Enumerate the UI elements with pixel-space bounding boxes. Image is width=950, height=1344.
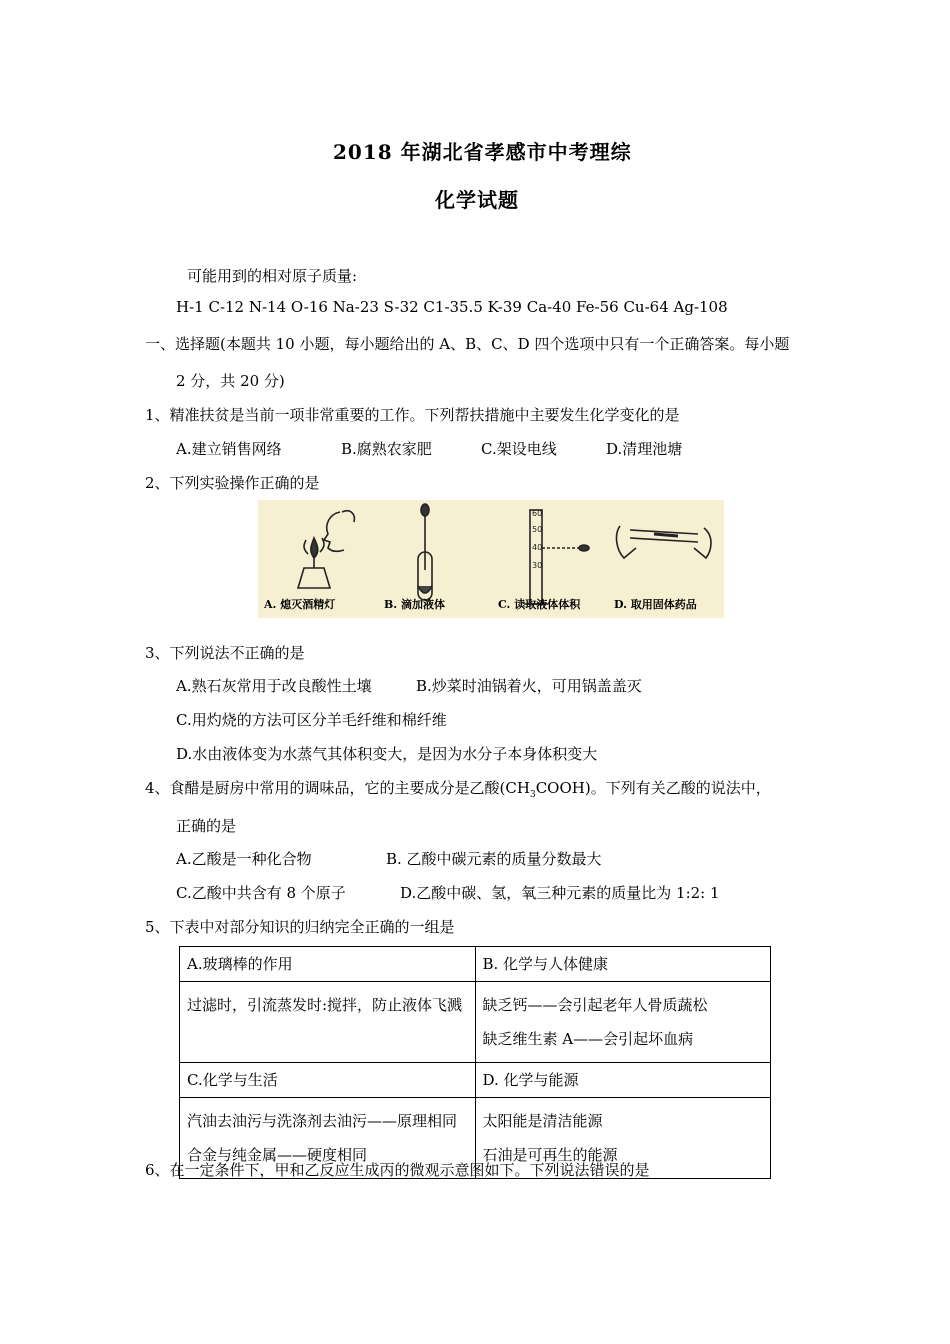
cell-c-line-2: 合金与纯金属——硬度相同 (187, 1146, 368, 1164)
question-1-option-d: D.清理池塘 (606, 440, 683, 458)
question-4-option-d: D.乙酸中碳、氢，氧三种元素的质量比为 1:2: 1 (400, 884, 720, 902)
cell-c-head: C.化学与生活 (180, 1063, 476, 1098)
cell-b-head: B. 化学与人体健康 (475, 947, 771, 982)
cell-d-line-2: 石油是可再生的能源 (482, 1146, 618, 1164)
cell-a-body (180, 982, 476, 1063)
cylinder-tick-60: 60 (532, 509, 543, 518)
section-heading-cont: 2 分，共 20 分) (176, 372, 285, 390)
question-3-stem: 3、下列说法不正确的是 (145, 644, 305, 662)
cell-d-line-1: 太阳能是清洁能源 (482, 1112, 603, 1130)
question-1-option-a: A.建立销售网络 (176, 440, 282, 458)
cylinder-tick-30: 30 (532, 561, 543, 570)
knowledge-table (179, 946, 771, 1179)
cell-d-head: D. 化学与能源 (475, 1063, 771, 1098)
question-1-stem: 1、精准扶贫是当前一项非常重要的工作。下列帮扶措施中主要发生化学变化的是 (145, 406, 680, 424)
question-4-stem (145, 777, 771, 800)
figure-caption-b: B. 滴加液体 (384, 598, 445, 611)
question-4-stem-pre: 4、食醋是厨房中常用的调味品，它的主要成分是乙酸(CH (145, 779, 530, 797)
question-4-stem-sub: 3 (529, 790, 536, 800)
page-title: 2018 年湖北省孝感市中考理综 (333, 140, 632, 164)
question-4-option-b: B. 乙酸中碳元素的质量分数最大 (386, 850, 602, 868)
page-subtitle: 化学试题 (435, 188, 519, 212)
cell-b-line-1: 缺乏钙——会引起老年人骨质蔬松 (482, 996, 708, 1014)
question-3-option-c: C.用灼烧的方法可区分羊毛纤维和棉纤维 (176, 711, 447, 729)
figure-caption-a: A. 熄灭酒精灯 (264, 598, 336, 611)
question-1-option-c: C.架设电线 (481, 440, 557, 458)
question-3-option-b: B.炒菜时油锅着火，可用锅盖盖灭 (416, 677, 642, 695)
cylinder-tick-40: 40 (532, 543, 543, 552)
question-1-option-b: B.腐熟农家肥 (341, 440, 432, 458)
atomic-mass-intro: 可能用到的相对原子质量: (187, 267, 358, 285)
cell-a-head: A.玻璃棒的作用 (180, 947, 476, 982)
cylinder-tick-50: 50 (532, 525, 543, 534)
question-3-option-d: D.水由液体变为水蒸气其体积变大，是因为水分子本身体积变大 (176, 745, 598, 763)
question-5-stem: 5、下表中对部分知识的归纳完全正确的一组是 (145, 918, 455, 936)
question-3-option-a: A.熟石灰常用于改良酸性土壤 (176, 677, 372, 695)
cell-a-line-1: 过滤时，引流蒸发时:搅拌，防止液体飞溅 (187, 996, 463, 1014)
question-4-stem-post: COOH)。下列有关乙酸的说法中， (535, 779, 771, 797)
section-heading: 一、选择题(本题共 10 小题，每小题给出的 A、B、C、D 四个选项中只有一个正确答案。每小题 (145, 335, 790, 353)
figure-caption-c: C. 读取液体体积 (498, 598, 581, 611)
cell-b-line-2: 缺乏维生素 A——会引起坏血病 (482, 1030, 694, 1048)
question-2-stem: 2、下列实验操作正确的是 (145, 474, 320, 492)
cell-c-line-1: 汽油去油污与洗涤剂去油污——原理相同 (187, 1112, 458, 1130)
atomic-mass-values: H-1 C-12 N-14 O-16 Na-23 S-32 C1-35.5 K-39 Ca-40 Fe-56 Cu-64 Ag-108 (176, 298, 728, 316)
question-4-stem-cont: 正确的是 (176, 817, 237, 835)
figure-caption-d: D. 取用固体药品 (614, 598, 697, 611)
lab-operations-figure (258, 500, 724, 618)
question-4-option-a: A.乙酸是一种化合物 (176, 850, 312, 868)
question-6-stem: 6、在一定条件下，甲和乙反应生成丙的微观示意图如下。下列说法错误的是 (145, 1161, 650, 1179)
cell-b-body (475, 982, 771, 1063)
question-4-option-c: C.乙酸中共含有 8 个原子 (176, 884, 346, 902)
